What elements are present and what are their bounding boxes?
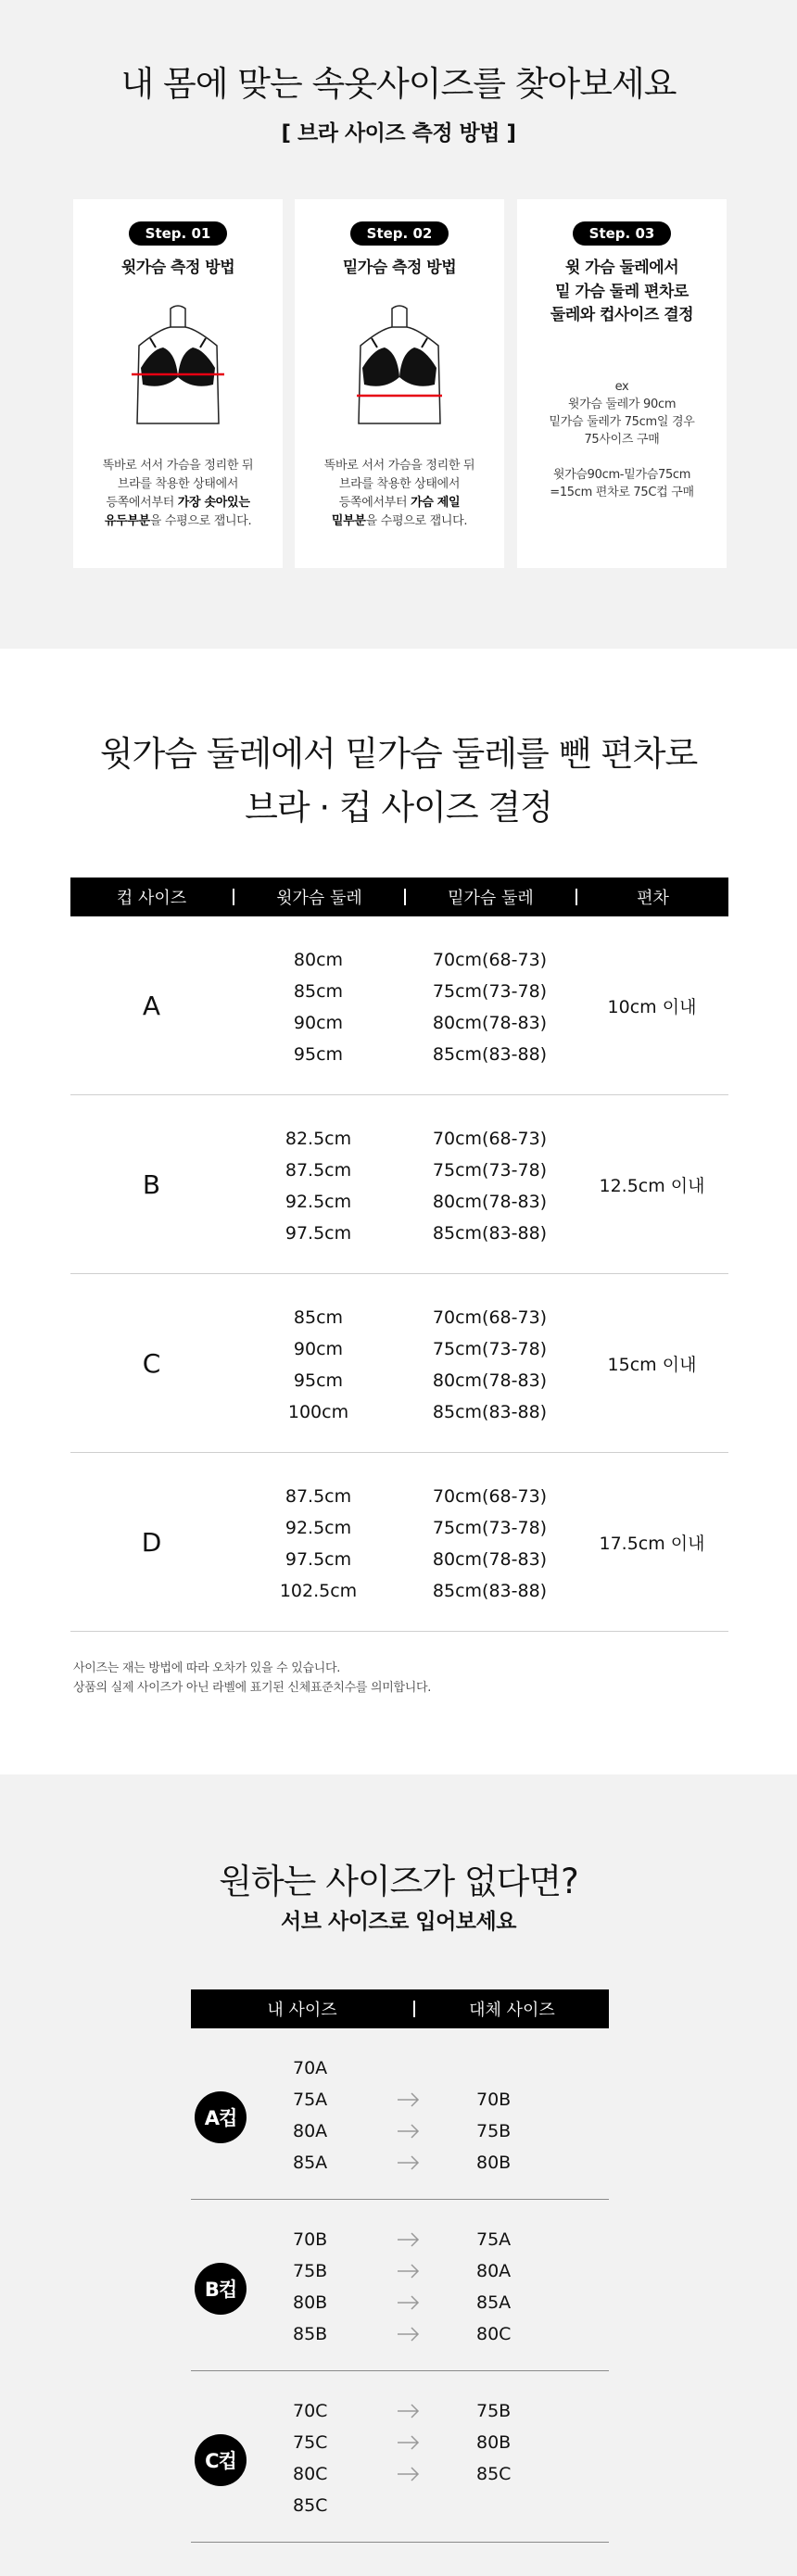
column-header: 컵 사이즈 [116, 889, 187, 908]
table-row [70, 1095, 728, 1274]
step-card-3 [517, 199, 727, 568]
cup-badge: C컵 [195, 2434, 247, 2486]
cup-size-section [0, 649, 797, 1774]
top-bust-cell: 85cm 90cm 95cm 100cm [287, 1307, 349, 1422]
difference-cell: 12.5cm 이내 [599, 1175, 705, 1196]
sub-size-heading: 원하는 사이즈가 없다면? [219, 1862, 578, 1901]
step-card-2 [295, 199, 504, 568]
cup-size-heading: 윗가슴 둘레에서 밑가슴 둘레를 뺀 편차로 브라 · 컵 사이즈 결정 [99, 734, 698, 827]
column-header: 밑가슴 둘레 [448, 889, 534, 908]
arrow-list [395, 2224, 423, 2350]
table-row [70, 916, 728, 1095]
size-notes: 사이즈는 재는 방법에 따라 오차가 있을 수 있습니다. 상품의 실제 사이즈가 아닌 라벨에 표기된 신체표준치수를 의미합니다. [73, 1661, 432, 1695]
under-bust-cell: 70cm(68-73) 75cm(73-78) 80cm(78-83) 85cm(83-88) [432, 1486, 548, 1601]
sub-table-header [191, 1989, 609, 2028]
table-row [191, 2371, 609, 2543]
arrow-right-icon [395, 2147, 423, 2178]
under-bust-cell: 70cm(68-73) 75cm(73-78) 80cm(78-83) 85cm(83-88) [432, 1307, 548, 1422]
top-bust-cell: 80cm 85cm 90cm 95cm [293, 950, 344, 1065]
column-header: 내 사이즈 [267, 2001, 337, 2020]
under-bust-cell: 70cm(68-73) 75cm(73-78) 80cm(78-83) 85cm(83-88) [432, 1129, 548, 1244]
step-title: 윗 가슴 둘레에서 밑 가슴 둘레 편차로 둘레와 컵사이즈 결정 [550, 259, 694, 324]
page-title: 내 몸에 맞는 속옷사이즈를 찾아보세요 [120, 64, 677, 104]
difference-cell: 10cm 이내 [607, 996, 697, 1017]
column-header: 윗가슴 둘레 [276, 889, 362, 908]
my-size-list: 70C 75C 80C 85C [293, 2401, 328, 2516]
cup-size-cell: B [142, 1168, 161, 1200]
step-badge: Step. 02 [350, 221, 449, 246]
step-example: ex 윗가슴 둘레가 90cm 밑가슴 둘레가 75cm일 경우 75사이즈 구매 윗가슴90cm-밑가슴75cm =15cm 편차로 75C컵 구매 [549, 379, 695, 499]
arrow-right-icon [395, 2084, 423, 2115]
column-header: 편차 [637, 889, 669, 908]
step-badge: Step. 03 [573, 221, 672, 246]
top-bust-cell: 82.5cm 87.5cm 92.5cm 97.5cm [285, 1129, 352, 1244]
my-size-list: 70B 75B 80B 85B [293, 2229, 328, 2344]
arrow-right-icon [395, 2224, 423, 2255]
bra-under-measure-figure [344, 301, 455, 431]
my-size-list: 70A 75A 80A 85A [293, 2058, 328, 2173]
measure-section [0, 0, 797, 649]
under-bust-cell: 70cm(68-73) 75cm(73-78) 80cm(78-83) 85cm(83-88) [432, 950, 548, 1065]
table-row [70, 1274, 728, 1453]
column-header: 대체 사이즈 [469, 2001, 555, 2020]
arrow-right-icon [395, 2458, 423, 2490]
step-card-1 [73, 199, 283, 568]
arrow-right-icon [395, 2427, 423, 2458]
cup-table-header [70, 878, 728, 916]
difference-cell: 17.5cm 이내 [599, 1533, 705, 1554]
arrow-right-icon [395, 2255, 423, 2287]
alt-size-list: 75B 80B 85C [476, 2401, 512, 2484]
cup-badge: A컵 [195, 2091, 247, 2143]
table-row [191, 2028, 609, 2200]
sub-size-subtitle: 서브 사이즈로 입어보세요 [281, 1910, 516, 1934]
table-row [191, 2200, 609, 2371]
arrow-list [395, 2395, 423, 2521]
arrow-right-icon [395, 2287, 423, 2318]
arrow-right-icon [395, 2115, 423, 2147]
sub-size-section [0, 1774, 797, 2576]
step-description: 똑바로 서서 가슴을 정리한 뒤 브라를 착용한 상태에서 등쪽에서부터 가슴 제일 밑부분을 수평으로 잽니다. [323, 458, 475, 528]
step-title: 밑가슴 측정 방법 [342, 259, 457, 277]
bra-top-measure-figure [122, 301, 234, 431]
table-row [70, 1453, 728, 1632]
arrow-right-icon [395, 2395, 423, 2427]
top-bust-cell: 87.5cm 92.5cm 97.5cm 102.5cm [279, 1486, 358, 1601]
difference-cell: 15cm 이내 [607, 1354, 697, 1375]
alt-size-list: 70B 75B 80B [476, 2090, 512, 2173]
arrow-list [395, 2052, 423, 2178]
measure-subtitle: [ 브라 사이즈 측정 방법 ] [281, 121, 516, 145]
step-title: 윗가슴 측정 방법 [120, 259, 235, 277]
cup-badge: B컵 [195, 2263, 247, 2315]
cup-size-cell: A [142, 990, 161, 1021]
step-description: 똑바로 서서 가슴을 정리한 뒤 브라를 착용한 상태에서 등쪽에서부터 가장 솟아있는 유두부분을 수평으로 잽니다. [102, 458, 254, 528]
step-badge: Step. 01 [129, 221, 228, 246]
alt-size-list: 75A 80A 85A 80C [476, 2229, 512, 2344]
arrow-right-icon [395, 2318, 423, 2350]
cup-size-cell: C [142, 1347, 161, 1379]
cup-size-cell: D [141, 1526, 162, 1558]
